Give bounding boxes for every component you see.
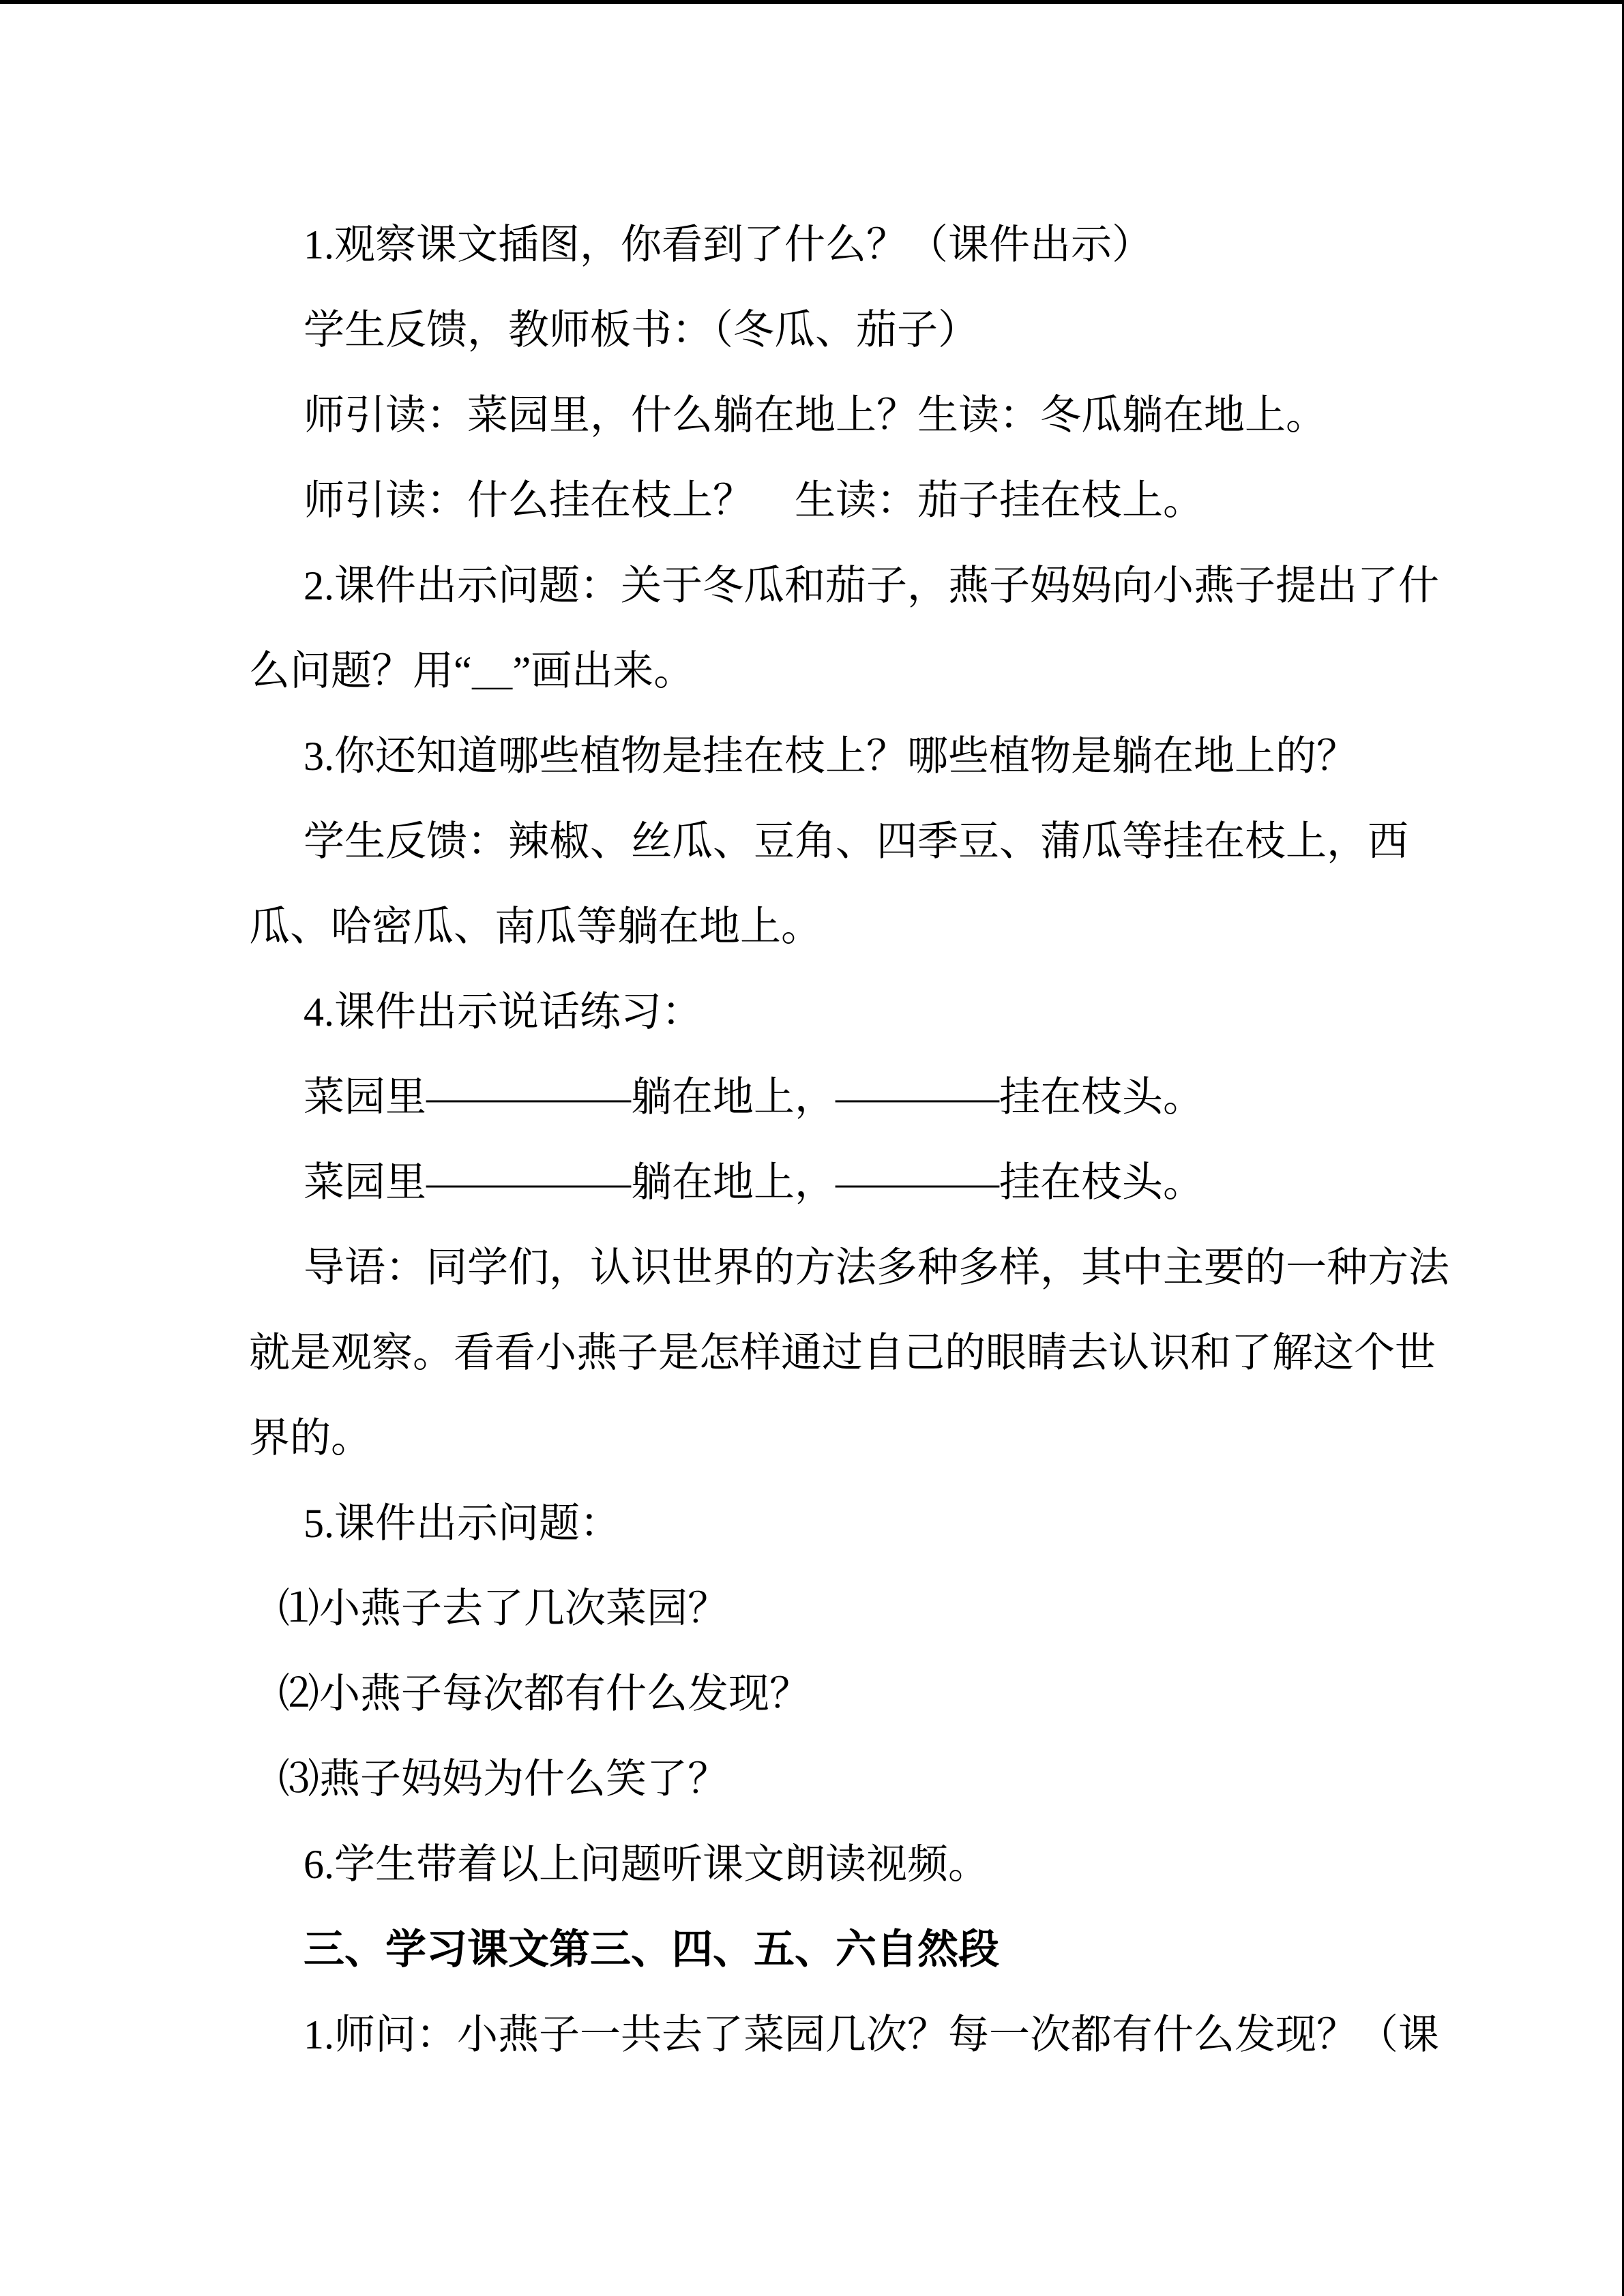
section-heading: 三、学习课文第三、四、五、六自然段	[304, 1927, 999, 1972]
text-line: 1.观察课文插图，你看到了什么？（课件出示）	[304, 222, 1153, 267]
text-line: 4.课件出示说话练习：	[304, 989, 703, 1034]
text-line: 6.学生带着以上问题听课文朗读视频。	[304, 1842, 989, 1887]
text-line: 么问题？用“＿”画出来。	[249, 648, 695, 694]
text-line: 导语：同学们，认识世界的方法多种多样，其中主要的一种方法	[304, 1245, 1449, 1290]
text-line: 菜园里—————躺在地上，————挂在枝头。	[304, 1160, 1204, 1205]
text-line: 师引读：菜园里，什么躺在地上？生读：冬瓜躺在地上。	[304, 393, 1327, 438]
text-line: 2.课件出示问题：关于冬瓜和茄子，燕子妈妈向小燕子提出了什	[304, 563, 1439, 608]
text-line: 界的。	[249, 1416, 372, 1461]
text-line: ⑶燕子妈妈为什么笑了？	[278, 1757, 728, 1802]
text-line: ⑵小燕子每次都有什么发现？	[278, 1671, 810, 1716]
window-top-edge	[0, 0, 1624, 4]
text-line: 1.师问：小燕子一共去了菜园几次？每一次都有什么发现？（课	[304, 2012, 1439, 2057]
text-line: 学生反馈，教师板书：（冬瓜、茄子）	[304, 308, 979, 353]
text-line: 5.课件出示问题：	[304, 1501, 621, 1546]
text-line: 就是观察。看看小燕子是怎样通过自己的眼睛去认识和了解这个世	[249, 1330, 1436, 1375]
text-line: 师引读：什么挂在枝上？ 生读：茄子挂在枝上。	[304, 478, 1204, 523]
document-body	[249, 203, 1449, 2078]
text-line: 学生反馈：辣椒、丝瓜、豆角、四季豆、蒲瓜等挂在枝上，西	[304, 819, 1408, 864]
text-line: 菜园里—————躺在地上，————挂在枝头。	[304, 1075, 1204, 1120]
text-line: ⑴小燕子去了几次菜园？	[278, 1586, 728, 1631]
text-line: 瓜、哈密瓜、南瓜等躺在地上。	[249, 904, 822, 949]
text-line: 3.你还知道哪些植物是挂在枝上？哪些植物是躺在地上的？	[304, 734, 1357, 779]
